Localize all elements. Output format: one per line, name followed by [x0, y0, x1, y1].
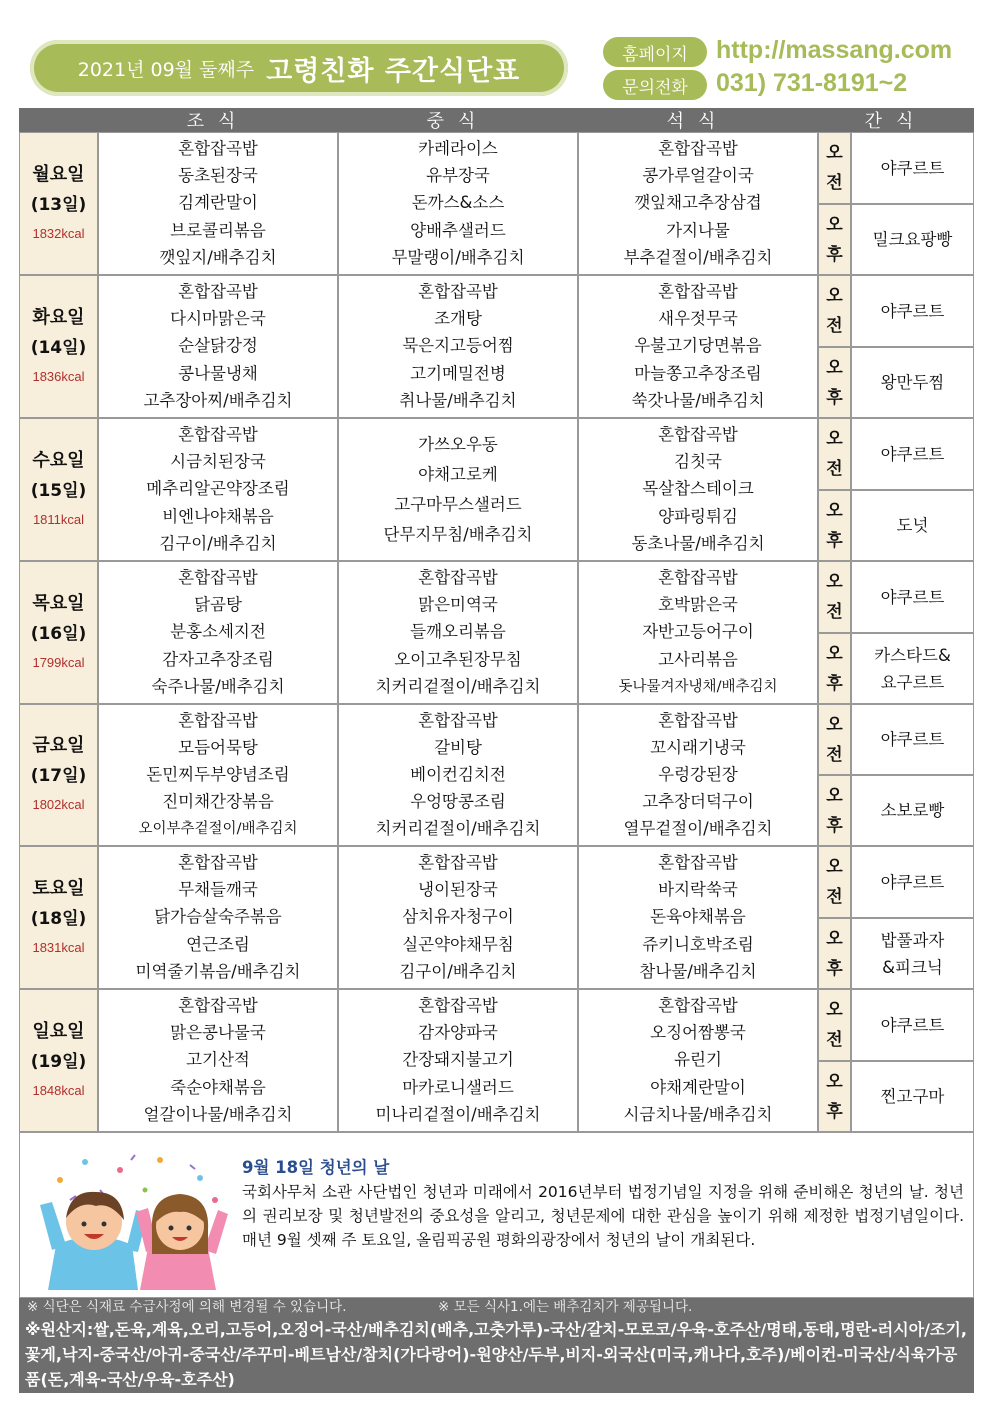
snack-am: [851, 561, 974, 633]
menu-item: 오이부추겉절이/배추김치: [138, 821, 298, 838]
menu-item: 혼합잡곡밥: [418, 852, 498, 872]
snack-am: [851, 275, 974, 347]
menu-item: 오이고추된장무침: [394, 649, 522, 669]
snack-pm-label: [818, 490, 851, 561]
menu-item: 냉이된장국: [418, 880, 498, 900]
snack-am: [851, 704, 974, 775]
dinner-cell: [578, 275, 818, 418]
menu-item: 돈까스&소스: [411, 193, 505, 213]
menu-item: 호박맑은국: [658, 595, 738, 615]
menu-item: 비엔나야채볶음: [162, 506, 274, 526]
snack-pm-label: [818, 1061, 851, 1132]
menu-item: 혼합잡곡밥: [658, 852, 738, 872]
menu-item: 진미채간장볶음: [162, 792, 274, 812]
snack-label-char: 오: [826, 286, 843, 306]
menu-item: 고추장아찌/배추김치: [143, 391, 293, 411]
day-name: 일요일: [32, 1020, 85, 1042]
snack-am-text: 야쿠르트: [880, 730, 945, 749]
dinner-cell: [578, 561, 818, 704]
menu-item: 분홍소세지전: [170, 622, 266, 642]
day-name: 화요일: [32, 306, 85, 328]
lunch-cell: [338, 418, 578, 561]
menu-item: 조개탕: [434, 309, 482, 329]
menu-item: 모듬어묵탕: [178, 737, 258, 757]
day-cell: [19, 132, 98, 275]
menu-item: 동초된장국: [178, 166, 258, 186]
menu-item: 시금치나물/배추김치: [623, 1105, 773, 1125]
snack-am-text: 야쿠르트: [880, 1015, 945, 1035]
day-name: 금요일: [32, 735, 85, 756]
snack-label-char: 오: [826, 429, 843, 449]
menu-item: 양배추샐러드: [410, 220, 506, 240]
snack-am-text: 야쿠르트: [880, 158, 945, 178]
menu-item: 닭곰탕: [194, 595, 242, 615]
menu-item: 메추리알곤약장조림: [146, 479, 290, 499]
breakfast-cell: [98, 704, 338, 846]
snack-label-char: 후: [826, 244, 843, 265]
snack-pm-label: [818, 918, 851, 989]
day-kcal: 1832kcal: [32, 225, 85, 241]
menu-item: 가쓰오우동: [418, 434, 498, 454]
snack-label-char: 오: [826, 357, 843, 378]
menu-item: 혼합잡곡밥: [418, 281, 498, 301]
snack-label-char: 오: [826, 214, 843, 235]
menu-item: 마늘쫑고추장조림: [634, 363, 762, 383]
menu-item: 쑥갓나물/배추김치: [631, 391, 765, 411]
snack-pm: [851, 204, 974, 275]
snack-label-char: 오: [826, 857, 843, 877]
menu-item: 우엉땅콩조림: [410, 792, 506, 812]
menu-item: 혼합잡곡밥: [178, 567, 258, 587]
footer-origin: ※원산지:쌀,돈육,계육,오리,고등어,오징어-국산/배추김치(배추,고춧가루)-국산/갈치-모로코/우육-호주산/명태,동태,명란-러시아/조기,꽃게,낙지-중국산/아귀-중국산/주꾸미-베트남산/참치(가다랑어)-원양산/두부,비지-외국산(미국,캐나다,호주)/베이컨-미국산/식육가공품(돈,계육-국산/우육-호주산): [25, 1320, 967, 1389]
snack-pm-label: [818, 775, 851, 846]
menu-item: 참나물/배추김치: [639, 962, 757, 982]
menu-item: 김계란말이: [178, 193, 258, 213]
snack-label-char: 전: [826, 744, 843, 765]
day-cell: [19, 989, 98, 1132]
menu-item: 쥬키니호박조림: [642, 934, 754, 954]
snack-am-label: [818, 275, 851, 347]
phone-number: 031) 731-8191~2: [716, 69, 908, 97]
header-day-blank: [19, 108, 98, 132]
menu-item: 부추겉절이/배추김치: [623, 248, 773, 268]
day-kcal: 1836kcal: [32, 368, 85, 384]
day-kcal: 1802kcal: [32, 797, 85, 812]
menu-item: 열무겉절이/배추김치: [623, 819, 773, 839]
homepage-label: 홈페이지: [603, 37, 707, 67]
menu-item: 야채고로케: [418, 464, 498, 484]
snack-label-char: 후: [826, 1101, 843, 1122]
menu-item: 고사리볶음: [658, 649, 738, 669]
menu-item: 카레라이스: [418, 138, 498, 158]
menu-item: 순살닭강정: [178, 336, 258, 356]
menu-item: 혼합잡곡밥: [658, 424, 738, 444]
day-cell: [19, 846, 98, 989]
snack-pm: [851, 633, 974, 704]
snack-am-text: 야쿠르트: [880, 444, 945, 464]
menu-item: 돗나물겨자냉채/배추김치: [618, 679, 778, 696]
menu-item: 갈비탕: [434, 737, 482, 757]
snack-am-label: [818, 846, 851, 918]
menu-item: 콩가루얼갈이국: [642, 166, 754, 186]
snack-am: [851, 846, 974, 918]
day-name: 수요일: [32, 449, 85, 471]
snack-pm: [851, 775, 974, 846]
snack-pm: [851, 918, 974, 989]
menu-item: 들깨오리볶음: [410, 622, 506, 642]
breakfast-cell: [98, 418, 338, 561]
snack-am-text: 야쿠르트: [880, 587, 945, 607]
snack-am: [851, 989, 974, 1061]
day-kcal: 1848kcal: [32, 1082, 85, 1098]
snack-am-text: 야쿠르트: [880, 872, 945, 892]
day-kcal: 1799kcal: [32, 654, 85, 670]
snack-label-char: 전: [826, 602, 843, 622]
menu-item: 단무지무침/배추김치: [383, 524, 533, 544]
youth-celebration-illustration: [40, 1150, 230, 1290]
snack-pm-text: 밥풀과자: [880, 930, 945, 950]
day-name: 토요일: [32, 877, 85, 899]
menu-item: 무채들깨국: [178, 880, 258, 900]
snack-pm-text: &피크닉: [882, 957, 943, 977]
snack-label-char: 오: [826, 643, 843, 664]
menu-item: 혼합잡곡밥: [658, 995, 738, 1015]
dinner-cell: [578, 846, 818, 989]
snack-pm-text: 요구르트: [880, 672, 945, 692]
menu-item: 다시마맑은국: [170, 309, 266, 329]
footer-note-kimchi: ※ 모든 식사1.에는 배추김치가 제공됩니다.: [438, 1299, 693, 1315]
menu-item: 베이컨김치전: [410, 764, 506, 784]
snack-label-char: 후: [826, 815, 843, 836]
menu-item: 취나물/배추김치: [399, 391, 517, 411]
snack-am-label: [818, 704, 851, 775]
footer-note-change: ※ 식단은 식재료 수급사정에 의해 변경될 수 있습니다.: [27, 1299, 347, 1315]
menu-item: 우불고기당면볶음: [634, 336, 762, 356]
menu-item: 미역줄기볶음/배추김치: [135, 962, 301, 982]
snack-pm-text: 도넛: [896, 516, 929, 535]
menu-item: 연근조림: [186, 934, 250, 954]
menu-item: 맑은콩나물국: [170, 1023, 266, 1043]
menu-item: 새우젓무국: [658, 309, 738, 329]
snack-pm-label: [818, 633, 851, 704]
menu-item: 고구마무스샐러드: [394, 494, 522, 514]
day-kcal: 1811kcal: [32, 511, 85, 527]
day-cell: [19, 561, 98, 704]
menu-item: 혼합잡곡밥: [658, 710, 738, 730]
lunch-cell: [338, 561, 578, 704]
breakfast-cell: [98, 989, 338, 1132]
day-cell: [19, 275, 98, 418]
day-date: (17일): [30, 766, 87, 786]
menu-item: 마카로니샐러드: [402, 1077, 514, 1097]
day-date: (16일): [30, 623, 87, 644]
menu-item: 혼합잡곡밥: [178, 281, 258, 301]
snack-pm-text: 소보로빵: [880, 801, 945, 820]
dinner-cell: [578, 132, 818, 275]
menu-item: 감자고추장조림: [162, 649, 274, 669]
menu-item: 얼갈이나물/배추김치: [143, 1105, 293, 1125]
menu-item: 브로콜리볶음: [170, 220, 266, 240]
snack-label-char: 오: [826, 714, 843, 735]
menu-item: 감자양파국: [418, 1023, 498, 1043]
menu-item: 실곤약야채무침: [402, 934, 514, 954]
day-cell: [19, 418, 98, 561]
menu-item: 혼합잡곡밥: [658, 138, 738, 158]
dinner-cell: [578, 989, 818, 1132]
menu-item: 콩나물냉채: [178, 363, 258, 383]
menu-item: 혼합잡곡밥: [178, 138, 258, 158]
menu-item: 혼합잡곡밥: [418, 710, 498, 730]
day-cell: [19, 704, 98, 846]
snack-label-char: 후: [826, 958, 843, 979]
menu-title-banner: [30, 40, 568, 96]
dinner-cell: [578, 418, 818, 561]
snack-pm: [851, 490, 974, 561]
snack-label-char: 오: [826, 928, 843, 949]
day-kcal: 1831kcal: [32, 939, 85, 955]
menu-item: 치커리겉절이/배추김치: [375, 819, 541, 839]
menu-item: 꼬시래기냉국: [650, 737, 746, 757]
menu-item: 혼합잡곡밥: [658, 567, 738, 587]
snack-label-char: 전: [826, 173, 843, 193]
menu-item: 삼치유자청구이: [402, 907, 514, 927]
menu-item: 간장돼지불고기: [402, 1050, 514, 1070]
day-date: (13일): [30, 194, 87, 215]
day-date: (19일): [30, 1051, 87, 1072]
menu-item: 고추장더덕구이: [642, 792, 754, 812]
phone-label: 문의전화: [603, 70, 707, 100]
footer-notes: [19, 1298, 974, 1393]
menu-item: 맑은미역국: [418, 595, 498, 615]
news-body: 국회사무처 소관 사단법인 청년과 미래에서 2016년부터 법정기념일 지정을 위해 준비해온 청년의 날. 청년의 권리보장 및 청년발전의 중요성을 알리고, 청년문제에 대한 관심을 높이기 위해 제정한 법정기념일이다. 매년 9월 셋째 주 토요일, 올림픽공원 평화의광장에서 청년의 날이 개최된다.: [242, 1183, 964, 1249]
menu-item: 김칫국: [674, 452, 722, 472]
day-name: 목요일: [32, 592, 85, 614]
menu-item: 깻잎채고추장삼겹: [634, 193, 762, 213]
menu-item: 오징어짬뽕국: [650, 1023, 746, 1043]
menu-item: 유린기: [674, 1050, 722, 1070]
snack-am-text: 야쿠르트: [880, 301, 945, 321]
header-snack: 간식: [818, 108, 974, 132]
menu-title-period: 2021년 09월 둘째주: [77, 58, 255, 81]
menu-item: 유부장국: [426, 166, 490, 186]
menu-item: 혼합잡곡밥: [658, 281, 738, 301]
snack-label-char: 오: [826, 1071, 843, 1092]
snack-pm: [851, 347, 974, 418]
menu-item: 혼합잡곡밥: [178, 995, 258, 1015]
day-date: (15일): [30, 480, 87, 501]
snack-pm-text: 왕만두찜: [880, 373, 945, 392]
menu-item: 목살찹스테이크: [642, 479, 754, 499]
menu-item: 묵은지고등어찜: [402, 336, 514, 356]
header-lunch: 중식: [338, 108, 578, 132]
breakfast-cell: [98, 132, 338, 275]
snack-am: [851, 418, 974, 490]
lunch-cell: [338, 132, 578, 275]
snack-label-char: 오: [826, 143, 843, 163]
menu-item: 치커리겉절이/배추김치: [375, 677, 541, 697]
day-date: (18일): [30, 908, 87, 929]
header-breakfast: 조식: [98, 108, 338, 132]
snack-label-char: 후: [826, 387, 843, 408]
menu-item: 김구이/배추김치: [399, 962, 517, 982]
menu-item: 혼합잡곡밥: [178, 710, 258, 730]
menu-item: 닭가슴살숙주볶음: [154, 907, 282, 927]
snack-am-label: [818, 989, 851, 1061]
snack-label-char: 전: [826, 316, 843, 336]
dinner-cell: [578, 704, 818, 846]
breakfast-cell: [98, 275, 338, 418]
snack-label-char: 전: [826, 1030, 843, 1050]
snack-pm-text: 카스타드&: [874, 645, 951, 665]
menu-item: 고기메밀전병: [410, 363, 506, 383]
snack-label-char: 오: [826, 1000, 843, 1020]
snack-label-char: 전: [826, 459, 843, 479]
homepage-link[interactable]: http://massang.com: [716, 36, 953, 64]
menu-item: 시금치된장국: [170, 452, 266, 472]
menu-item: 자반고등어구이: [642, 622, 754, 642]
snack-label-char: 후: [826, 530, 843, 551]
menu-item: 죽순야채볶음: [170, 1077, 266, 1097]
day-name: 월요일: [32, 163, 85, 185]
menu-item: 김구이/배추김치: [159, 534, 277, 554]
menu-item: 혼합잡곡밥: [178, 424, 258, 444]
menu-item: 돈육야채볶음: [650, 907, 746, 927]
snack-label-char: 오: [826, 785, 843, 806]
menu-item: 우렁강된장: [658, 764, 738, 784]
menu-item: 깻잎지/배추김치: [159, 248, 277, 268]
snack-pm-label: [818, 347, 851, 418]
lunch-cell: [338, 704, 578, 846]
snack-label-char: 후: [826, 673, 843, 694]
header-dinner: 석식: [578, 108, 818, 132]
menu-item: 무말랭이/배추김치: [391, 248, 525, 268]
breakfast-cell: [98, 561, 338, 704]
menu-item: 혼합잡곡밥: [418, 995, 498, 1015]
snack-label-char: 오: [826, 572, 843, 592]
menu-item: 혼합잡곡밥: [178, 852, 258, 872]
lunch-cell: [338, 275, 578, 418]
lunch-cell: [338, 989, 578, 1132]
menu-title: 고령친화 주간식단표: [266, 55, 521, 87]
menu-item: 고기산적: [186, 1050, 250, 1070]
snack-am-label: [818, 561, 851, 633]
menu-item: 가지나물: [666, 220, 730, 240]
snack-pm-label: [818, 204, 851, 275]
menu-item: 동초나물/배추김치: [631, 534, 765, 554]
snack-pm-text: 밀크요팡빵: [872, 230, 953, 249]
lunch-cell: [338, 846, 578, 989]
snack-pm-text: 찐고구마: [880, 1087, 945, 1106]
menu-item: 바지락쑥국: [658, 880, 738, 900]
menu-item: 미나리겉절이/배추김치: [375, 1105, 541, 1125]
breakfast-cell: [98, 846, 338, 989]
menu-item: 양파링튀김: [658, 506, 738, 526]
day-date: (14일): [30, 337, 87, 358]
snack-am-label: [818, 132, 851, 204]
snack-am: [851, 132, 974, 204]
snack-am-label: [818, 418, 851, 490]
menu-item: 돈민찌두부양념조림: [146, 764, 290, 784]
menu-item: 야채계란말이: [650, 1077, 746, 1097]
snack-label-char: 전: [826, 887, 843, 907]
news-title: 9월 18일 청년의 날: [242, 1158, 390, 1177]
snack-pm: [851, 1061, 974, 1132]
menu-item: 혼합잡곡밥: [418, 567, 498, 587]
snack-label-char: 오: [826, 500, 843, 521]
menu-item: 숙주나물/배추김치: [151, 677, 285, 697]
